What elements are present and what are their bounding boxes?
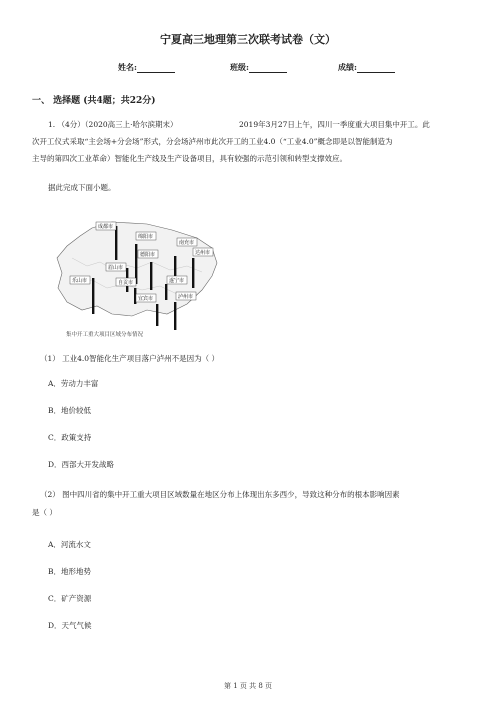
bar-suining — [165, 284, 167, 300]
bar-luzhou — [174, 302, 176, 330]
sub2-question-line1: （2） 图中四川省的集中开工重大项目区域数量在地区分布上体现出东多西少，导致这种分布的根本影响因素 — [40, 490, 400, 499]
name-blank — [137, 63, 175, 73]
bar-yibin — [156, 304, 158, 326]
bar-chengdu — [115, 226, 117, 260]
score-label: 成绩: — [338, 62, 357, 72]
map-label: 眉山市 — [108, 265, 124, 271]
name-label: 姓名: — [118, 62, 137, 72]
name-field — [118, 62, 175, 73]
question1-header-left: 1. （4分）（2020高三上·哈尔滨期末） — [48, 120, 178, 129]
map-label: 达州市 — [195, 250, 211, 256]
class-label: 班级: — [230, 62, 249, 72]
project-distribution-map — [52, 218, 222, 340]
sub2-option-b: B．地形地势 — [48, 567, 92, 576]
sub1-option-a: A．劳动力丰富 — [48, 379, 99, 388]
bar-dazhou — [192, 258, 194, 288]
sub1-option-c: C．政策支持 — [48, 433, 92, 442]
bar-deyang — [150, 262, 152, 290]
map-label: 泸州市 — [178, 294, 194, 300]
map-label: 南充市 — [179, 240, 195, 246]
sub2-option-a: A．河流水文 — [48, 540, 91, 549]
score-field — [338, 62, 395, 73]
section-title: 一、 选择题 (共4题；共22分) — [32, 96, 156, 106]
sub1-option-d: D．西部大开发战略 — [48, 460, 115, 469]
map-label: 宜宾市 — [138, 296, 154, 302]
score-blank — [357, 63, 395, 73]
question1-line2: 次开工仪式采取“主会场+分会场”形式，分会场泸州市此次开工的工业4.0（“工业4.0”概念即是以智能制造为 — [32, 137, 393, 146]
sub2-question-line2: 是（ ） — [32, 508, 57, 517]
sub1-question: （1） 工业4.0智能化生产项目落户泸州不是因为（ ） — [40, 354, 219, 363]
question1-header-right: 2019年3月27日上午，四川一季度重大项目集中开工。此 — [239, 120, 430, 129]
map-label: 乐山市 — [72, 278, 88, 284]
page-footer: 第 1 页 共 8 页 — [223, 682, 273, 690]
class-field — [230, 62, 287, 73]
map-label: 自贡市 — [118, 280, 134, 286]
map-label: 绵阳市 — [138, 234, 154, 240]
class-blank — [249, 63, 287, 73]
map-label: 成都市 — [98, 224, 114, 230]
map-caption: 集中开工重大项目区域分布情况 — [66, 332, 144, 338]
question1-prompt: 据此完成下面小题。 — [48, 183, 116, 192]
sub1-option-b: B．地价较低 — [48, 406, 92, 415]
sub2-option-c: C．矿产资源 — [48, 594, 92, 603]
bar-leshan — [92, 278, 94, 314]
sub2-option-d: D．天气气候 — [48, 621, 92, 630]
map-label: 德阳市 — [140, 252, 156, 258]
map-label: 遂宁市 — [169, 278, 185, 284]
question1-line3: 主导的第四次工业革命）智能化生产线及生产设备项目，具有较强的示范引领和转型支撑效应。 — [32, 154, 347, 163]
page-title: 宁夏高三地理第三次联考试卷（文） — [160, 33, 336, 46]
